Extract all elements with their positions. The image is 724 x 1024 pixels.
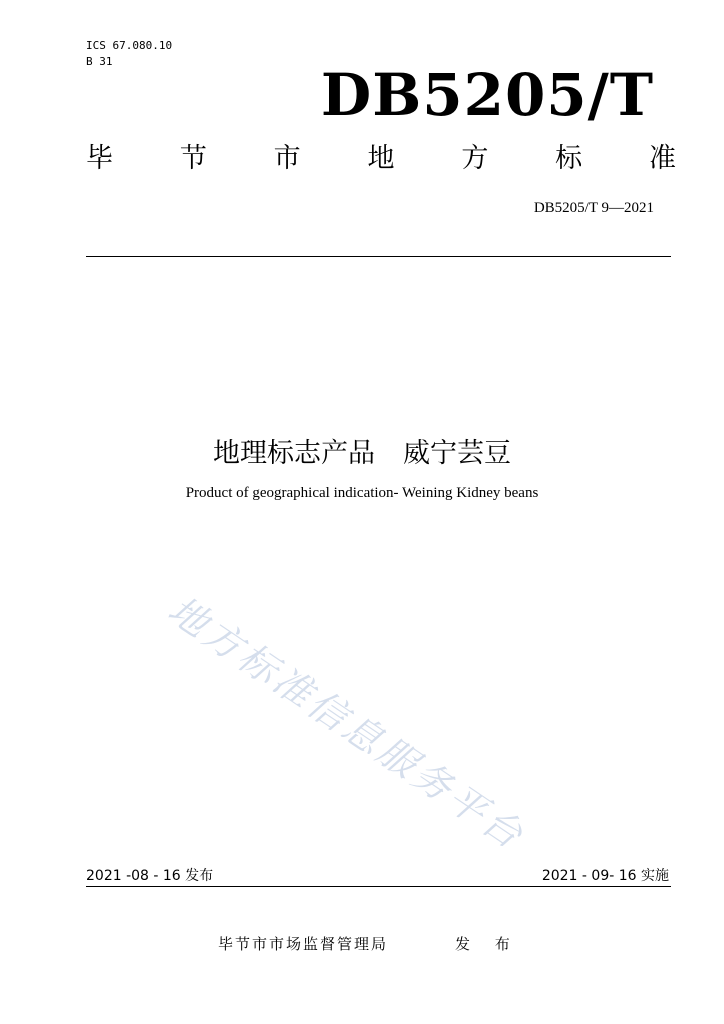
standard-type-char: 准 xyxy=(648,143,676,174)
standard-type-char: 市 xyxy=(273,143,301,174)
title-part-2: 威宁芸豆 xyxy=(403,438,511,469)
issue-date: 2021 -08 - 16 发布 xyxy=(86,868,214,884)
implement-date: 2021 - 09- 16 实施 xyxy=(541,868,669,884)
footer-divider xyxy=(86,886,671,887)
classification-code: B 31 xyxy=(86,55,113,68)
title-english: Product of geographical indication- Weining Kidney beans xyxy=(185,485,539,501)
standard-type-char: 毕 xyxy=(86,143,113,174)
standard-type-char: 方 xyxy=(461,143,489,174)
standard-type-char: 节 xyxy=(179,143,207,174)
issuing-authority: 毕节市市场监督管理局 xyxy=(218,935,389,953)
ics-code: ICS 67.080.10 xyxy=(86,39,173,52)
standard-type-char: 地 xyxy=(367,143,395,174)
issue-label: 发 布 xyxy=(455,935,520,953)
header-divider xyxy=(86,256,671,257)
document-number: DB5205/T 9—2021 xyxy=(533,200,654,216)
standard-type xyxy=(86,142,676,176)
standard-type-char: 标 xyxy=(555,143,583,174)
watermark-text: 地方标准信息服务平台 xyxy=(160,587,534,859)
standard-code: DB5205/T xyxy=(320,61,654,129)
title-chinese xyxy=(0,436,724,472)
title-part-1: 地理标志产品 xyxy=(213,438,375,469)
